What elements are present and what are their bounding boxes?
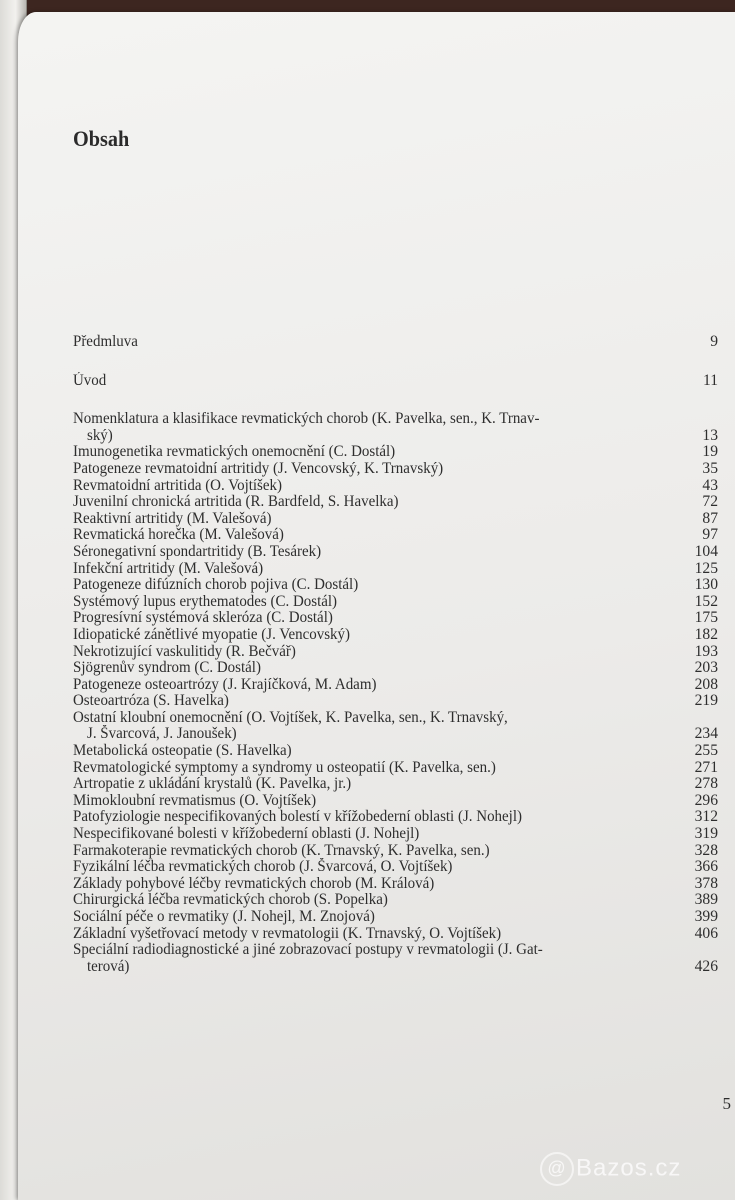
toc-entry [73, 843, 718, 860]
toc-page-number: 35 [702, 459, 718, 477]
toc-entry-title: Artropatie z ukládání krystalů (K. Pavelka, jr.) [73, 775, 352, 793]
toc-page-number: 426 [694, 957, 718, 975]
toc-entry-title: Ostatní kloubní onemocnění (O. Vojtíšek, K. Pavelka, sen., K. Trnavský, [73, 708, 508, 726]
toc-page-number: 406 [694, 924, 718, 942]
toc-entry [73, 760, 718, 777]
toc-entry [73, 876, 718, 893]
toc-entry [73, 809, 718, 826]
toc-entry [73, 909, 718, 926]
toc-entry-title: Nekrotizující vaskulitidy (R. Bečvář) [73, 642, 296, 660]
toc-entry-title: Předmluva [73, 333, 138, 350]
toc-entry-title: Revmatická horečka (M. Valešová) [73, 526, 284, 544]
toc-entry-title: Patogeneze revmatoidní artritidy (J. Vencovský, K. Trnavský) [73, 459, 444, 477]
toc-entry-title: Fyzikální léčba revmatických chorob (J. Švarcová, O. Vojtíšek) [73, 858, 453, 876]
toc-entry-title: Nomenklatura a klasifikace revmatických chorob (K. Pavelka, sen., K. Trnav- [73, 410, 540, 428]
toc-entry-title: Revmatoidní artritida (O. Vojtíšek) [73, 476, 282, 494]
toc-entry-title: Progresívní systémová skleróza (C. Dostál) [73, 609, 333, 627]
toc-page-number: 175 [694, 609, 718, 627]
toc-entry-title: Úvod [73, 371, 107, 389]
book-page [18, 12, 735, 1200]
toc-entry-title: Sociální péče o revmatiky (J. Nohejl, M. Znojová) [73, 908, 375, 925]
toc-entry-title: Revmatologické symptomy a syndromy u osteopatií (K. Pavelka, sen.) [73, 758, 496, 776]
toc-entry-title: Patogeneze difúzních chorob pojiva (C. Dostál) [73, 576, 359, 594]
toc-entry-title: Osteoartróza (S. Havelka) [73, 692, 229, 710]
toc-page-number: 125 [694, 559, 718, 577]
toc-page-number: 328 [694, 841, 718, 859]
toc-entry-title: Reaktivní artritidy (M. Valešová) [73, 509, 272, 527]
toc-page-number: 312 [694, 808, 718, 826]
toc-page-number: 43 [702, 476, 718, 494]
toc-entry-title: Patofyziologie nespecifikovaných bolestí v křížobederní oblasti (J. Nohejl) [73, 808, 522, 826]
toc-entry [73, 627, 718, 644]
toc-entry-title: J. Švarcová, J. Janoušek) [87, 725, 237, 743]
toc-entry [73, 577, 718, 594]
toc-page-number: 13 [702, 426, 718, 444]
toc-entry [73, 444, 718, 461]
toc-page-number: 399 [694, 908, 718, 925]
toc-entry-title: Mimokloubní revmatismus (O. Vojtíšek) [73, 791, 317, 809]
toc-entry [73, 826, 718, 843]
page-number: 5 [722, 1094, 731, 1113]
toc-entry [73, 743, 718, 760]
toc-entry [73, 411, 718, 444]
toc-page-number: 19 [702, 443, 718, 461]
toc-page-number: 9 [710, 333, 718, 350]
toc-page-number: 271 [694, 758, 718, 776]
toc-page-number: 378 [694, 874, 718, 892]
toc-entry-title: Sjögrenův syndrom (C. Dostál) [73, 659, 261, 677]
toc-entry [73, 776, 718, 793]
toc-entry [73, 660, 718, 677]
toc-entry [73, 527, 718, 544]
toc-page-number: 182 [694, 625, 718, 643]
toc-page-number: 130 [694, 576, 718, 594]
toc-page-number: 152 [694, 592, 718, 610]
watermark [540, 1152, 681, 1186]
toc-page-number: 193 [694, 642, 718, 660]
toc-entry [73, 610, 718, 627]
page-heading: Obsah [73, 126, 130, 151]
toc-entry [73, 561, 718, 578]
toc-entry-title: Základní vyšetřovací metody v revmatologii (K. Trnavský, O. Vojtíšek) [73, 924, 502, 942]
toc-entry [73, 511, 718, 528]
toc-page-number: 208 [694, 675, 718, 693]
toc-entry [73, 677, 718, 694]
toc-page-number: 296 [694, 791, 718, 809]
toc-entry [73, 926, 718, 943]
toc-entry [73, 594, 718, 611]
toc-entry-title: Séronegativní spondartritidy (B. Tesárek) [73, 542, 322, 560]
toc-page-number: 366 [694, 858, 718, 876]
toc-entry-title: Speciální radiodiagnostické a jiné zobrazovací postupy v revmatologii (J. Gat- [73, 941, 543, 959]
toc-page-number: 203 [694, 659, 718, 677]
toc-entry-title: Systémový lupus erythematodes (C. Dostál) [73, 592, 338, 610]
toc-page-number: 87 [702, 509, 718, 527]
toc-entry [73, 942, 718, 975]
toc-entry-title: Nespecifikované bolesti v křížobederní oblasti (J. Nohejl) [73, 825, 420, 843]
toc-page-number: 72 [702, 493, 718, 511]
toc-page-number: 104 [694, 542, 718, 560]
toc-page-number: 234 [694, 725, 718, 743]
toc-entry [73, 544, 718, 561]
toc-entry [73, 478, 718, 495]
toc-page-number: 255 [694, 742, 718, 760]
watermark-logo-icon: @ [540, 1152, 574, 1186]
toc-entry-title: Patogeneze osteoartrózy (J. Krajíčková, M. Adam) [73, 675, 377, 693]
watermark-text: Bazos.cz [576, 1154, 682, 1182]
toc-entry [73, 373, 718, 390]
toc-entry-title: Metabolická osteopatie (S. Havelka) [73, 742, 292, 760]
toc-entry-title: Juvenilní chronická artritida (R. Bardfeld, S. Havelka) [73, 493, 399, 511]
toc-page-number: 97 [702, 526, 718, 544]
toc-page-number: 389 [694, 891, 718, 909]
toc-entry [73, 859, 718, 876]
toc-entry [73, 461, 718, 478]
toc-entry-title: Infekční artritidy (M. Valešová) [73, 559, 264, 577]
toc-entry-title: Idiopatické zánětlivé myopatie (J. Vencovský) [73, 625, 351, 643]
toc-page-number: 278 [694, 775, 718, 793]
toc-entry-title: Imunogenetika revmatických onemocnění (C. Dostál) [73, 443, 396, 461]
toc-entry [73, 710, 718, 743]
toc-entry-title: terová) [87, 957, 130, 975]
toc-entry-title: Základy pohybové léčby revmatických chorob (M. Králová) [73, 874, 435, 892]
toc-entry-title: Chirurgická léčba revmatických chorob (S. Popelka) [73, 891, 388, 909]
toc-entry [73, 644, 718, 661]
toc-entry-title: Farmakoterapie revmatických chorob (K. Trnavský, K. Pavelka, sen.) [73, 841, 490, 859]
toc-entry [73, 494, 718, 511]
toc-page-number: 319 [694, 825, 718, 843]
table-of-contents [73, 334, 718, 975]
toc-page-number: 11 [702, 371, 718, 389]
toc-entry [73, 334, 718, 351]
toc-entry [73, 892, 718, 909]
toc-entry-title: ský) [87, 426, 113, 444]
toc-page-number: 219 [694, 692, 718, 710]
toc-entry [73, 793, 718, 810]
toc-entry [73, 693, 718, 710]
